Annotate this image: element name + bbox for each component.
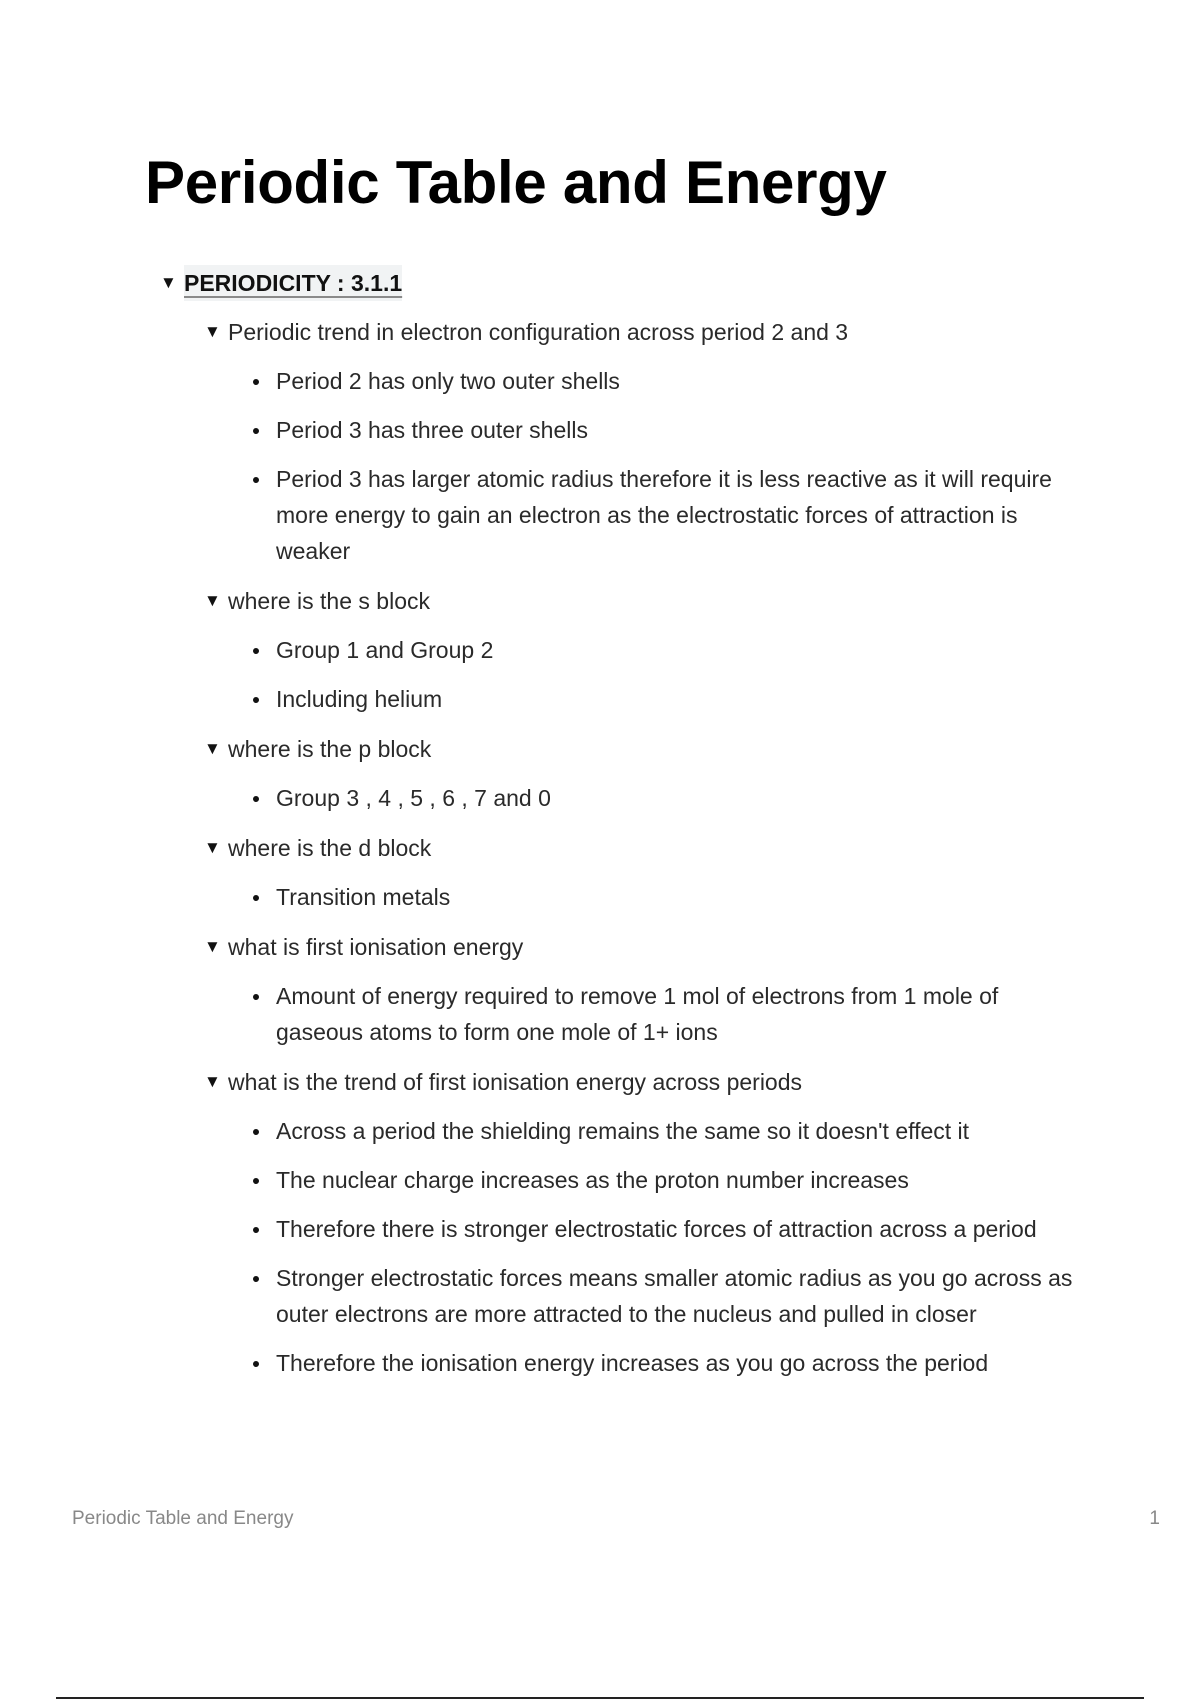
bullet-list	[204, 978, 1110, 1050]
bullet-item: Period 3 has three outer shells	[248, 412, 1086, 448]
subsection-label: where is the d block	[228, 835, 432, 861]
bullet-list	[204, 632, 1110, 717]
subsection	[204, 731, 1110, 816]
bullet-item: Group 3 , 4 , 5 , 6 , 7 and 0	[248, 780, 1086, 816]
bullet-item: Stronger electrostatic forces means smaller atomic radius as you go across as outer electrons are more attracted to the nucleus and pulled in closer	[248, 1260, 1086, 1332]
bullet-item: Across a period the shielding remains the same so it doesn't effect it	[248, 1113, 1086, 1149]
page-bottom-rule	[56, 1697, 1144, 1699]
subsection-toggle[interactable]	[204, 830, 1110, 866]
bullet-item: Therefore there is stronger electrostatic forces of attraction across a period	[248, 1211, 1086, 1247]
subsection-label: what is the trend of first ionisation energy across periods	[228, 1069, 803, 1095]
bullet-list	[204, 363, 1110, 569]
toggle-triangle-icon[interactable]: ▼	[204, 838, 221, 857]
footer-page-number: 1	[1149, 1508, 1160, 1529]
footer-title: Periodic Table and Energy	[72, 1508, 294, 1529]
toggle-triangle-icon[interactable]: ▼	[204, 937, 221, 956]
toggle-triangle-icon[interactable]: ▼	[204, 1072, 221, 1091]
section-body	[204, 314, 1110, 1381]
toggle-triangle-icon[interactable]: ▼	[204, 322, 221, 341]
toggle-triangle-icon[interactable]: ▼	[204, 739, 221, 758]
toggle-triangle-icon[interactable]: ▼	[160, 273, 177, 292]
bullet-list	[204, 879, 1110, 915]
subsection-toggle[interactable]	[204, 731, 1110, 767]
subsection-toggle[interactable]	[204, 929, 1110, 965]
bullet-item: Group 1 and Group 2	[248, 632, 1086, 668]
bullet-item: Therefore the ionisation energy increases as you go across the period	[248, 1345, 1086, 1381]
bullet-list	[204, 780, 1110, 816]
bullet-item: Transition metals	[248, 879, 1086, 915]
bullet-item: Period 3 has larger atomic radius therefore it is less reactive as it will require more energy to gain an electron as the electrostatic forces of attraction is weaker	[248, 461, 1086, 569]
subsection	[204, 314, 1110, 569]
bullet-item: Including helium	[248, 681, 1086, 717]
subsection-toggle[interactable]	[204, 314, 1110, 350]
subsection	[204, 1064, 1110, 1381]
subsection-label: what is first ionisation energy	[228, 934, 524, 960]
page-title: Periodic Table and Energy	[145, 149, 887, 216]
bullet-list	[204, 1113, 1110, 1381]
bullet-item: Amount of energy required to remove 1 mol of electrons from 1 mole of gaseous atoms to form one mole of 1+ ions	[248, 978, 1086, 1050]
subsection-label: where is the s block	[228, 588, 430, 614]
subsection-toggle[interactable]	[204, 583, 1110, 619]
section-toggle[interactable]	[160, 265, 1110, 301]
subsection-toggle[interactable]	[204, 1064, 1110, 1100]
subsection	[204, 929, 1110, 1050]
outline	[160, 265, 1110, 1381]
subsection	[204, 830, 1110, 915]
bullet-item: Period 2 has only two outer shells	[248, 363, 1086, 399]
subsection	[204, 583, 1110, 717]
bullet-item: The nuclear charge increases as the proton number increases	[248, 1162, 1086, 1198]
toggle-triangle-icon[interactable]: ▼	[204, 591, 221, 610]
subsection-label: Periodic trend in electron configuration across period 2 and 3	[228, 319, 849, 345]
subsection-label: where is the p block	[228, 736, 432, 762]
section-heading: PERIODICITY : 3.1.1	[184, 265, 402, 301]
